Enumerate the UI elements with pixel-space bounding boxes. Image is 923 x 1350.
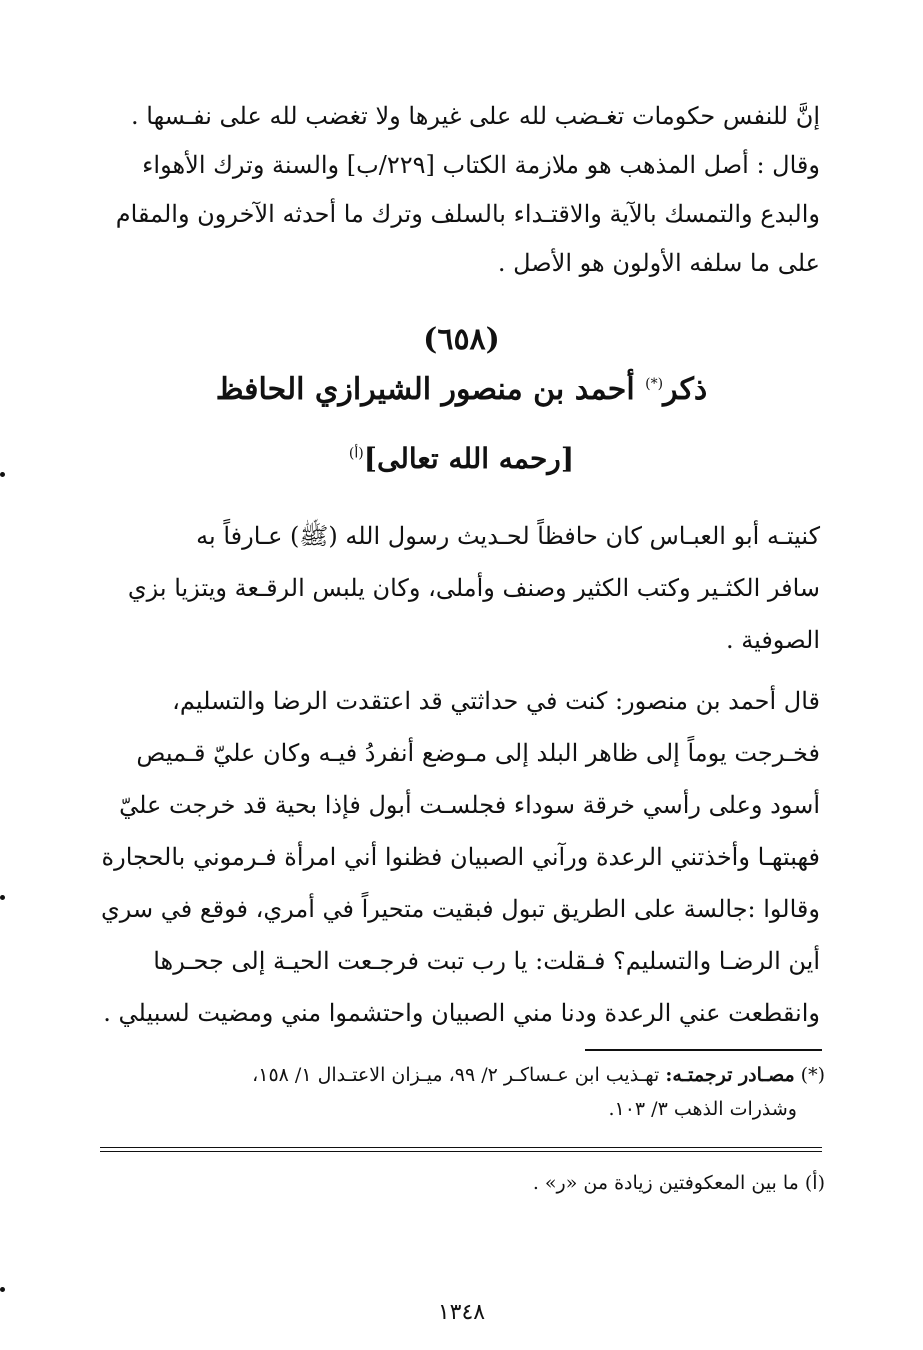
text-line: كنيتـه أبو العبـاس كان حافظاً لحـديث رسول الله (ﷺ) عـارفاً به: [196, 522, 820, 550]
text-line: على ما سلفه الأولون هو الأصل .: [497, 249, 820, 277]
biography-paragraph: [108, 510, 820, 666]
footnote-line: [100, 1058, 825, 1092]
scan-speck: [0, 1287, 5, 1292]
footnote-text: تهـذيب ابن عـساكـر ٢/ ٩٩، ميـزان الاعتـدال ١/ ١٥٨،: [252, 1064, 660, 1086]
text-line: وقالوا :جالسة على الطريق تبول فبقيت متحيراً في أمري، فوقع في سري: [100, 895, 820, 923]
title-prefix: ذكر: [663, 372, 708, 407]
footnote-marker-a: (أ): [348, 445, 364, 462]
text-line: إنَّ للنفس حكومات تغـضب لله على غيرها ولا تغضب لله على نفـسها .: [131, 102, 820, 130]
title-text: أحمد بن منصور الشيرازي الحافظ: [215, 372, 635, 407]
footnote-marker: (*): [800, 1064, 825, 1086]
footnote-label: مصـادر ترجمتـه:: [665, 1064, 795, 1086]
text-line: الصوفية .: [725, 626, 820, 654]
double-rule-divider: [100, 1147, 822, 1152]
scan-speck: [0, 472, 5, 477]
footnote-marker-star: (*): [645, 376, 664, 392]
text-line: والبدع والتمسك بالآية والاقتـداء بالسلف وترك ما أحدثه الآخرون والمقام: [115, 200, 820, 228]
subtitle-text: [رحمه الله تعالى]: [363, 442, 575, 475]
footnote-sources: [100, 1058, 825, 1126]
footnote-a: [100, 1166, 825, 1200]
entry-subtitle: [0, 442, 923, 475]
text-line: قال أحمد بن منصور: كنت في حداثتي قد اعتقدت الرضا والتسليم،: [172, 687, 820, 715]
footnote-line: وشذرات الذهب ٣/ ١٠٣.: [608, 1098, 797, 1120]
text-line: سافر الكثـير وكتب الكثير وصنف وأملى، وكان يلبس الرقـعة ويتزيا بزي: [127, 574, 820, 602]
opening-paragraph: [108, 92, 820, 288]
narrative-paragraph: [100, 675, 820, 1039]
page-number: ١٣٤٨: [437, 1300, 486, 1325]
scan-speck: [0, 895, 5, 900]
section-number: (٦٥٨): [423, 322, 500, 357]
text-line: فخـرجت يوماً إلى ظاهر البلد إلى مـوضع أنفردُ فيـه وكان عليّ قـميص: [136, 739, 820, 767]
text-line: وانقطعت عني الرعدة ودنا مني الصبيان واحتشموا مني ومضيت لسبيلي .: [103, 999, 820, 1027]
text-line: أسود وعلى رأسي خرقة سوداء فجلسـت أبول فإذا بحية قد خرجت عليّ: [119, 791, 820, 819]
entry-title: [0, 372, 923, 407]
text-line: أين الرضـا والتسليم؟ فـقلت: يا رب تبت فرجـعت الحيـة إلى جحـرها: [153, 947, 820, 975]
footnote-separator: [585, 1049, 822, 1051]
text-line: فهبتهـا وأخذتني الرعدة ورآني الصبيان فظنوا أني امرأة فـرموني بالحجارة: [101, 843, 820, 871]
text-line: وقال : أصل المذهب هو ملازمة الكتاب [٢٢٩/ب] والسنة وترك الأهواء: [142, 151, 820, 179]
footnote-line: (أ) ما بين المعكوفتين زيادة من «ر» .: [532, 1172, 825, 1194]
